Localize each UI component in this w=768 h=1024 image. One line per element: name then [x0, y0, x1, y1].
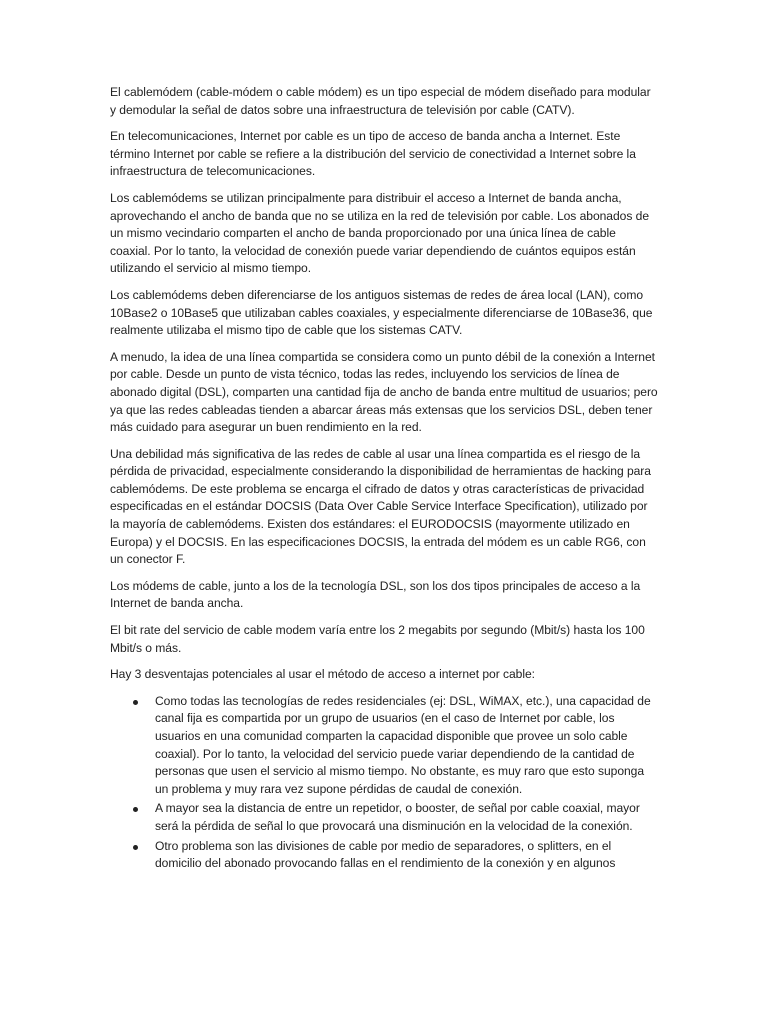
list-item-text: A mayor sea la distancia de entre un repetidor, o booster, de señal por cable coaxial, mayor será la pérdida de señal lo que provocará una disminución en la velocidad de la conexión. — [155, 801, 640, 833]
list-item-text: Otro problema son las divisiones de cable por medio de separadores, o splitters, en el domicilio del abonado provocando fallas en el rendimiento de la conexión y en algunos — [155, 838, 616, 871]
paragraph-desventajas-intro: Hay 3 desventajas potenciales al usar el método de acceso a internet por cable: — [110, 667, 535, 682]
paragraph-cablemodem-definition: El cablemódem (cable-módem o cable módem) es un tipo especial de módem diseñado para modular y demodular la señal de datos sobre una infraestructura de televisión por cable (CATV). — [110, 85, 651, 117]
paragraph-privacidad-docsis: Una debilidad más significativa de las redes de cable al usar una línea compartida es el riesgo de la pérdida de privacidad, especialmente considerando la disponibilidad de herramientas de hacking para cablemódems. De este problema se encarga el cifrado de datos y otras características de privacidad especificadas en el estándar DOCSIS (Data Over Cable Service Interface Specification), utilizado por la mayoría de cablemódems. Existen dos estándares: el EURODOCSIS (mayormente utilizado en Europa) y el DOCSIS. En las especificaciones DOCSIS, la entrada del módem es un cable RG6, con un conector F. — [110, 446, 651, 567]
paragraph-modems-dsl: Los módems de cable, junto a los de la tecnología DSL, son los dos tipos principales de acceso a la Internet de banda ancha. — [110, 578, 641, 611]
paragraph-uso-cablemodems: Los cablemódems se utilizan principalmente para distribuir el acceso a Internet de banda ancha, aprovechando el ancho de banda que no se utiliza en la red de televisión por cable. Los abonados de un mismo vecindario comparten el ancho de banda proporcionado por una única línea de cable coaxial. Por lo tanto, la velocidad de conexión puede variar dependiendo de cuántos equipos están utilizando el servicio al mismo tiempo. — [110, 190, 649, 276]
bullet-icon — [133, 807, 138, 812]
document-page — [110, 84, 658, 875]
paragraph-internet-por-cable: En telecomunicaciones, Internet por cable es un tipo de acceso de banda ancha a Internet. Este término Internet por cable se refiere a la distribución del servicio de conectividad a Internet sobre la infraestructura de telecomunicaciones. — [110, 129, 636, 179]
desventajas-list — [110, 693, 658, 873]
paragraph-diferencias-lan: Los cablemódems deben diferenciarse de los antiguos sistemas de redes de área local (LAN), como 10Base2 o 10Base5 que utilizaban cables coaxiales, y especialmente diferenciarse de 10Base36, que realmente utilizaba el mismo tipo de cable que los sistemas CATV. — [110, 287, 653, 338]
bullet-icon — [133, 845, 138, 850]
list-item — [110, 838, 658, 873]
bullet-icon — [133, 700, 138, 705]
paragraph-linea-compartida: A menudo, la idea de una línea compartida se considera como un punto débil de la conexión a Internet por cable. Desde un punto de vista técnico, todas las redes, incluyendo los servicios de línea de abonado digital (DSL), comparten una cantidad fija de ancho de banda entre multitud de usuarios; pero ya que las redes cableadas tienden a abarcar áreas más extensas que los servicios DSL, deben tener más cuidado para asegurar un buen rendimiento en la red. — [110, 349, 658, 435]
list-item — [110, 800, 658, 835]
list-item-text: Como todas las tecnologías de redes residenciales (ej: DSL, WiMAX, etc.), una capacidad de canal fija es compartida por un grupo de usuarios (en el caso de Internet por cable, los usuarios en una comunidad comparten la capacidad disponible que provee un solo cable coaxial). Por lo tanto, la velocidad del servicio puede variar dependiendo de la cantidad de personas que usen el servicio al mismo tiempo. No obstante, es muy raro que esto suponga un problema y muy rara vez supone pérdidas de caudal de conexión. — [155, 693, 651, 796]
paragraph-bit-rate: El bit rate del servicio de cable modem varía entre los 2 megabits por segundo (Mbit/s) hasta los 100 Mbit/s o más. — [110, 623, 645, 655]
list-item — [110, 693, 658, 799]
